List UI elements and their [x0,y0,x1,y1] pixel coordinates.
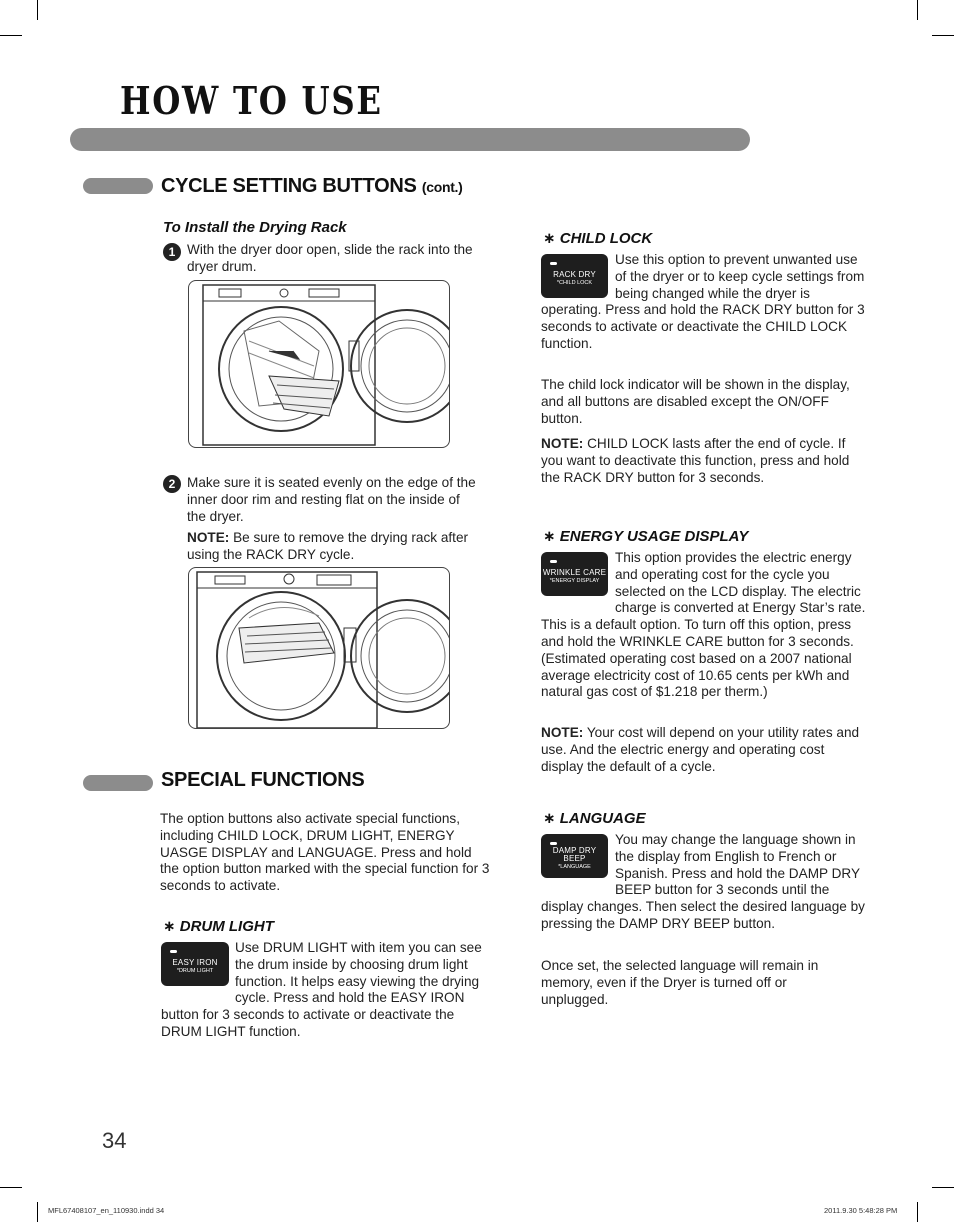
crop-mark [932,1187,954,1188]
note-text: CHILD LOCK lasts after the end of cycle. If you want to deactivate this function, press and hold the RACK DRY button for 3 seconds. [541,436,850,485]
drying-rack-subheading: To Install the Drying Rack [163,219,347,236]
crop-mark [37,0,38,20]
child-lock-note [541,436,863,486]
footer-file-info: MFL67408107_en_110930.indd 34 [48,1206,165,1215]
step-1-badge: 1 [163,243,181,261]
rack-install-illustration [188,280,450,448]
note-label: NOTE: [541,725,584,740]
step-2-badge: 2 [163,475,181,493]
section-marker [83,775,153,791]
cycle-heading-text: CYCLE SETTING BUTTONS [161,175,417,197]
crop-mark [917,1202,918,1222]
energy-usage-title: ∗ ENERGY USAGE DISPLAY [543,528,749,545]
button-sub-label: *DRUM LIGHT [176,968,214,974]
button-main-label-2: BEEP [563,854,586,863]
page-number: 34 [102,1128,127,1153]
note-text: Your cost will depend on your utility rates and use. And the electric energy and operating cost display the default of a cycle. [541,725,860,774]
language-title: ∗ LANGUAGE [543,810,646,827]
note-label: NOTE: [187,530,230,545]
step-1-text: With the dryer door open, slide the rack into the dryer drum. [187,242,473,274]
child-lock-title: ∗ CHILD LOCK [543,230,653,247]
dryer-rack-drawing-1 [189,281,449,447]
special-functions-intro: The option buttons also activate special functions, including CHILD LOCK, DRUM LIGHT, ENERGY UASGE DISPLAY and LANGUAGE. Press and hold the option button marked with the special function for 3 seconds to activate. [160,811,490,894]
note-text: Be sure to remove the drying rack after using the RACK DRY cycle. [187,530,469,562]
page-title: HOW TO USE [120,78,383,123]
button-main-label: RACK DRY [553,270,596,279]
button-sub-label: *LANGUAGE [558,864,591,870]
crop-mark [917,0,918,20]
child-lock-indicator-text: The child lock indicator will be shown in the display, and all buttons are disabled except the ON/OFF button. [541,377,850,426]
footer-timestamp: 2011.9.30 5:48:28 PM [824,1206,898,1215]
header-bar [70,128,750,151]
language-memory-text: Once set, the selected language will remain in memory, even if the Dryer is turned off or unplugged. [541,958,819,1007]
drum-light-text [161,940,491,1041]
energy-usage-description: This option provides the electric energy and operating cost for the cycle you selected on the LCD display. The electric charge is converted at Energy Star’s rate. This is a default option. To turn off this option, press and hold the WRINKLE CARE button for 3 seconds. (Estimated operating cost based on a 2007 national average electricity cost of 10.65 cents per kWh and natural gas cost of $1.218 per therm.) [541,550,866,700]
button-sub-label: *ENERGY DISPLAY [549,578,600,584]
button-main-label-1: DAMP DRY [552,846,597,855]
step-2-note [187,530,477,564]
child-lock-description: Use this option to prevent unwanted use of the dryer or to keep cycle settings from being changed while the dryer is operating. Press and hold the RACK DRY button for 3 seconds to activate or deactivate the CHILD LOCK function. [541,252,865,351]
energy-usage-text [541,550,871,701]
child-lock-text [541,252,868,353]
crop-mark [37,1202,38,1222]
section-marker [83,178,153,194]
rack-seated-illustration [188,567,450,729]
language-description: You may change the language shown in the display from English to French or Spanish. Press and hold the DAMP DRY BEEP button for 3 seconds until the display changes. Then select the desired language by pressing the DAMP DRY BEEP button. [541,832,865,931]
drum-light-description: Use DRUM LIGHT with item you can see the drum inside by choosing drum light function. It helps easy viewing the drying cycle. Press and hold the EASY IRON button for 3 seconds to activate or deactivate the DRUM LIGHT function. [161,940,482,1039]
cycle-section-heading [161,175,463,198]
dryer-rack-drawing-2 [189,568,449,728]
step-2-text: Make sure it is seated evenly on the edge of the inner door rim and resting flat on the inside of the dryer. [187,475,476,524]
note-label: NOTE: [541,436,584,451]
language-text [541,832,866,933]
energy-usage-note [541,725,868,775]
crop-mark [932,35,954,36]
cycle-heading-suffix: (cont.) [421,179,463,195]
button-main-label: EASY IRON [172,958,218,967]
drum-light-title: ∗ DRUM LIGHT [163,918,274,935]
crop-mark [0,35,22,36]
button-main-label: WRINKLE CARE [542,568,607,577]
special-functions-heading: SPECIAL FUNCTIONS [161,769,365,791]
crop-mark [0,1187,22,1188]
button-sub-label: *CHILD LOCK [556,280,593,286]
